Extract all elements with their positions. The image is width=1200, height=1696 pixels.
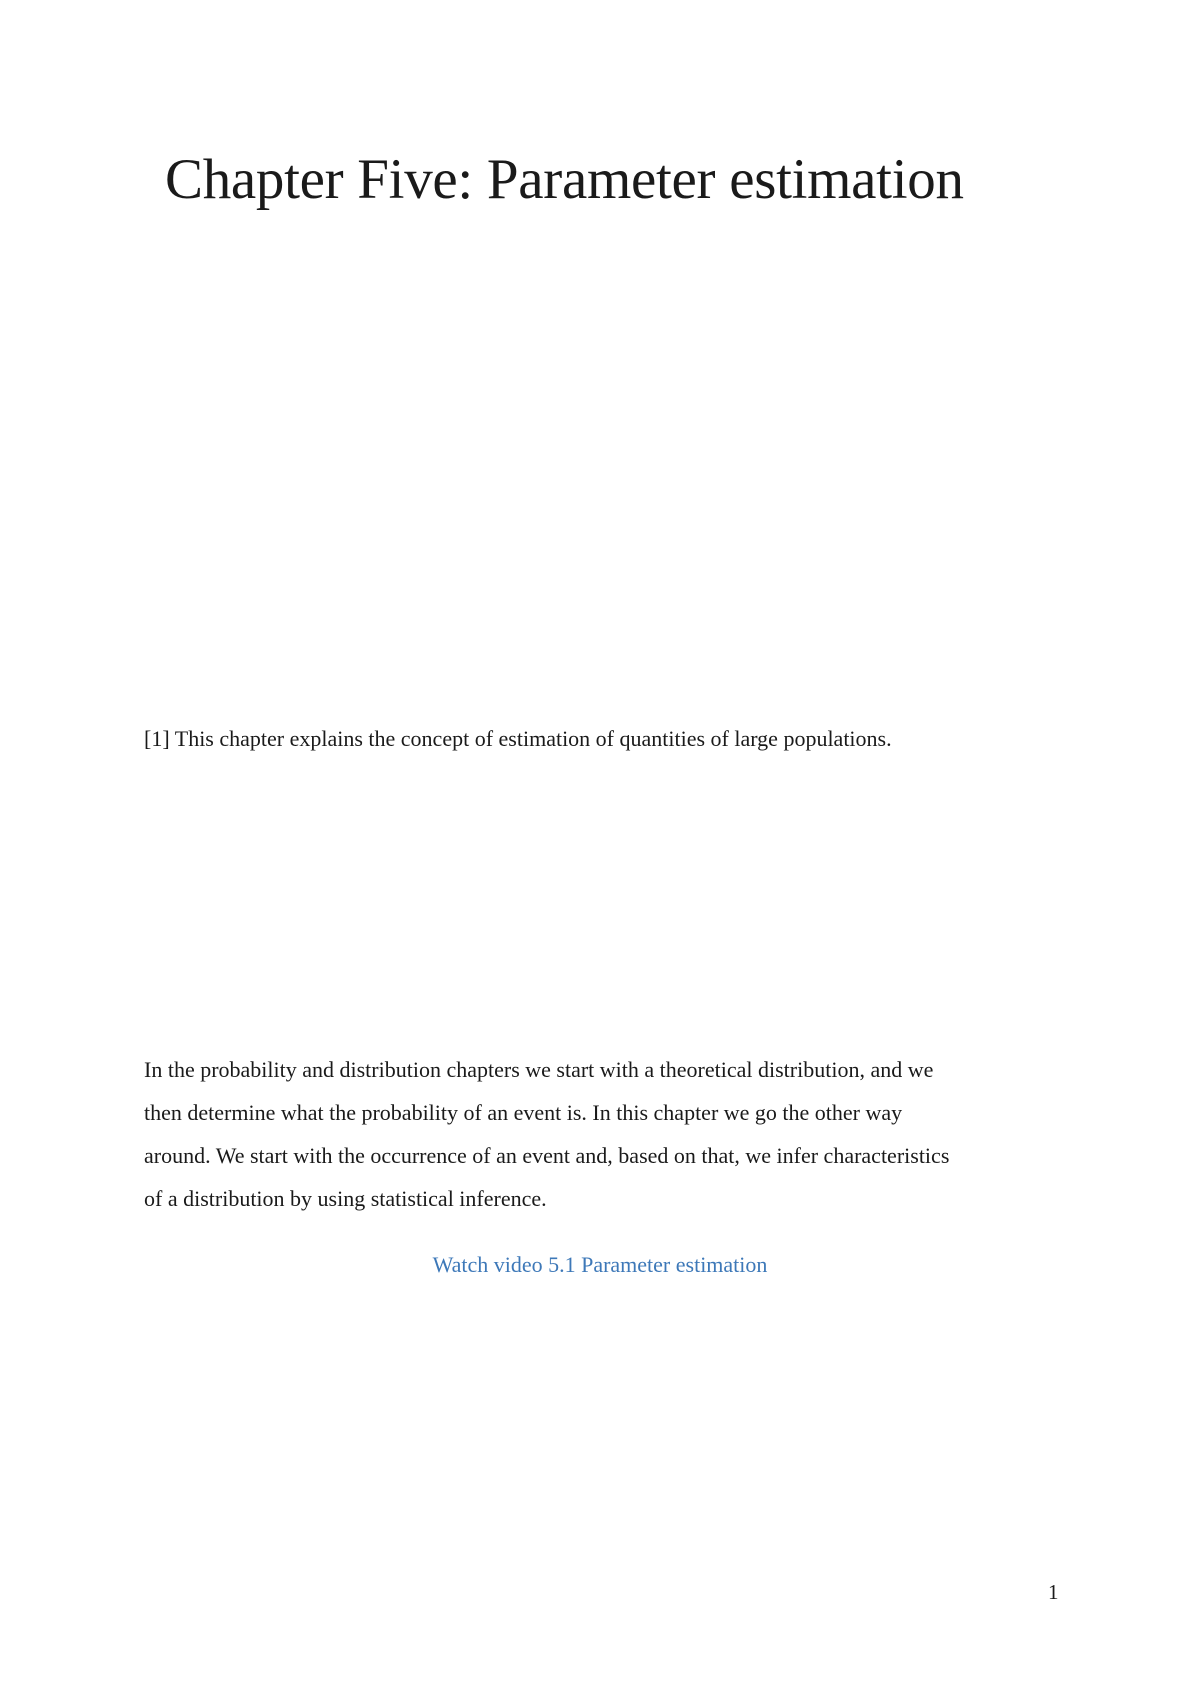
chapter-title: Chapter Five: Parameter estimation — [165, 148, 964, 211]
body-line: then determine what the probability of an event is. In this chapter we go the other way — [144, 1100, 903, 1125]
page-number: 1 — [1048, 1580, 1059, 1604]
body-line: In the probability and distribution chapters we start with a theoretical distribution, and we — [144, 1057, 934, 1082]
body-paragraph — [144, 1048, 1044, 1220]
intro-note: [1] This chapter explains the concept of estimation of quantities of large populations. — [144, 726, 892, 751]
watch-video-link[interactable]: Watch video 5.1 Parameter estimation — [432, 1252, 768, 1277]
body-line: of a distribution by using statistical inference. — [144, 1186, 547, 1211]
body-line: around. We start with the occurrence of an event and, based on that, we infer characteristics — [144, 1143, 950, 1168]
